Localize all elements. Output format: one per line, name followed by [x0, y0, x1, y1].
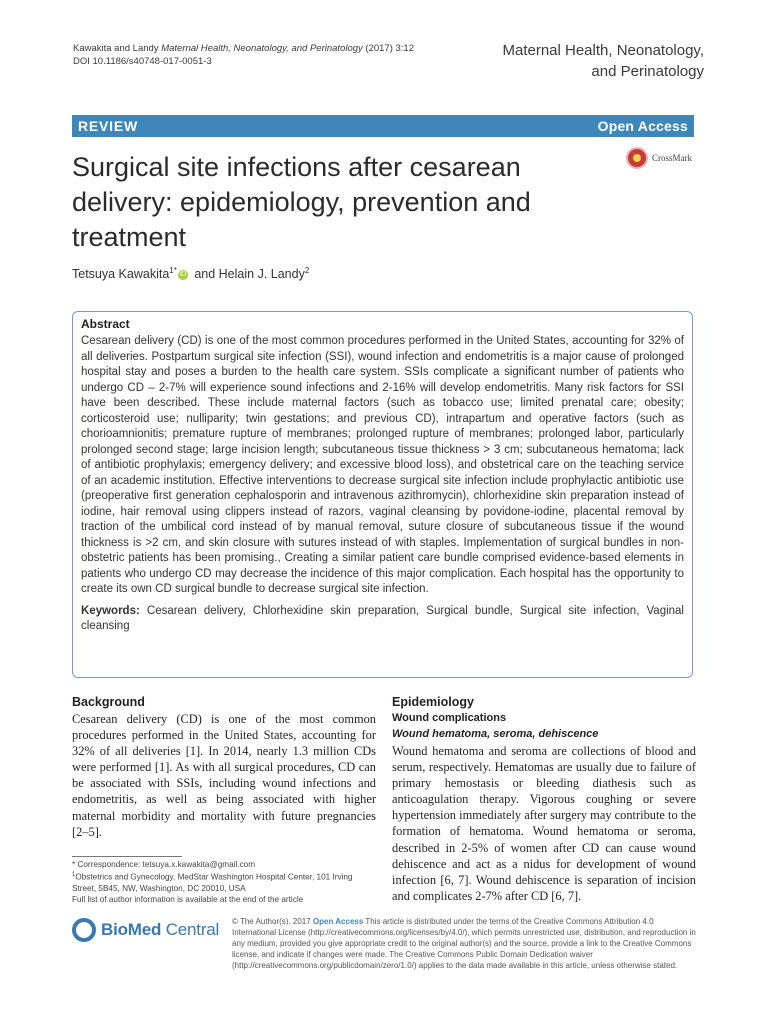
author-1-affiliation: 1* — [169, 266, 177, 275]
footnotes — [72, 859, 378, 905]
epidemiology-text: Wound hematoma and seroma are collections of blood and serum, respectively. Hematomas are usually due to failure of primary hemostasis or bleeding diathesis such as anticoagulation therapy. Vigorous coughing or severe hypertension immediately after surgery may contribute to the formation of hematoma. Wound hematoma or seroma, described in 2-5% of women after CD can cause wound dehiscence and act as a nidus for development of wound infection [6, 7]. Wound dehiscence is separation of incision and complicates 2-7% after CD [6, 7]. — [392, 744, 696, 903]
copyright: © The Author(s). 2017 — [232, 917, 313, 926]
biomed-central-icon — [72, 918, 96, 942]
journal-name-line1: Maternal Health, Neonatology, — [502, 42, 704, 59]
crossmark-icon — [626, 147, 648, 169]
article-type-label: REVIEW — [78, 118, 139, 134]
wound-complications-heading: Wound complications — [392, 712, 507, 724]
license-body: This article is distributed under the terms of the Creative Commons Attribution 4.0 International License (http://creativecommons.org/licenses/by/4.0/), which permits unrestricted use, distribution, and reproduction in any medium, provided you give appropriate credit to the original author(s) and the source, provide a link to the Creative Commons license, and indicate if changes were made. The Creative Commons Public Domain Dedication waiver (http://creativecommons.org/publicdomain/zero/1.0/) applies to the data made available in this article, unless otherwise stated. — [232, 917, 696, 970]
license-open-access: Open Access — [312, 917, 364, 926]
publisher-name-bold: BioMed — [101, 920, 162, 939]
open-access-label: Open Access — [597, 118, 688, 134]
keywords-label: Keywords: — [81, 604, 140, 617]
license-text — [232, 916, 696, 971]
left-column — [72, 694, 376, 840]
keywords-list: Cesarean delivery, Chlorhexidine skin preparation, Surgical bundle, Surgical site infection, Vaginal cleansing — [81, 604, 684, 632]
author-joiner: and — [190, 267, 219, 282]
background-heading: Background — [72, 695, 145, 709]
publisher-name-rest: Central — [161, 920, 220, 939]
citation-journal: Maternal Health, Neonatology, and Perinatology — [161, 43, 363, 54]
hematoma-heading: Wound hematoma, seroma, dehiscence — [392, 728, 599, 740]
citation-line — [73, 42, 414, 55]
keywords — [81, 604, 684, 635]
orcid-icon[interactable]: iD — [179, 270, 187, 278]
journal-name-line2: and Perinatology — [591, 63, 704, 80]
publisher-name — [101, 920, 219, 940]
abstract-box — [72, 311, 693, 678]
citation-volume: (2017) 3:12 — [365, 43, 414, 54]
abstract-text: Cesarean delivery (CD) is one of the most common procedures performed in the United States, accounting for 32% of all deliveries. Postpartum surgical site infection (SSI), wound infection and endometritis is a major cause of prolonged hospital stay and poses a burden to the health care system. SSIs complicate a significant number of patients who undergo CD – 2-7% will experience sound infections and 2-16% will develop endometritis. Many risk factors for SSI have been described. These include maternal factors (such as tobacco use; limited prenatal care; obesity; corticosteroid use; nulliparity; twin gestations; and previous CD), intrapartum and operative factors (such as chorioamnionitis; premature rupture of membranes; prolonged rupture of membranes; prolonged labor, particularly prolonged second stage; large incision length; subcutaneous tissue thickness > 3 cm; subcutaneous hematoma; lack of antibiotic prophylaxis; emergency delivery; and excessive blood loss), and obstetrical care on the teaching service of an academic institution. Effective interventions to decrease surgical site infection include prophylactic antibiotic use (preoperative first generation cephalosporin and intravenous azithromycin), chlorhexidine skin preparation instead of iodine, hair removal using clippers instead of razors, vaginal cleansing by povidone-iodine, placental removal by traction of the umbilical cord instead of by manual removal, suture closure of subcutaneous tissue if the wound thickness is >2 cm, and skin closure with sutures instead of with staples. Implementation of surgical bundles in non-obstetric patients has been promising., Creating a similar patient care bundle comprised evidence-based elements in patients who undergo CD may decrease the incidence of this major complication. Each hospital has the opportunity to create its own CD surgical bundle to decrease surgical site infection. — [81, 335, 684, 595]
correspondence[interactable]: * Correspondence: tetsuya.x.kawakita@gmail.com — [72, 860, 256, 869]
crossmark-badge[interactable] — [626, 147, 692, 169]
affiliation — [72, 870, 378, 894]
author-list — [72, 266, 309, 281]
author-1[interactable]: Tetsuya Kawakita — [72, 267, 170, 282]
journal-name — [404, 40, 704, 82]
background-text: Cesarean delivery (CD) is one of the most common procedures performed in the United States, accounting for 32% of all deliveries [1]. In 2014, nearly 1.3 million CDs were performed [1]. As with all surgical procedures, CD can be associated with SSIs, including wound infections and endometritis, as well as being associated with higher maternal morbidity and mortality with future pregnancies [2–5]. — [72, 712, 376, 839]
footnote-divider — [72, 856, 182, 857]
article-type-banner — [72, 115, 694, 137]
publisher-logo[interactable] — [72, 918, 219, 942]
author-2[interactable]: Helain J. Landy — [218, 267, 305, 282]
right-column — [392, 694, 696, 904]
affiliation-text: Obstetrics and Gynecology, MedStar Washington Hospital Center, 101 Irving Street, 5B45, NW, Washington, DC 20010, USA — [72, 872, 353, 893]
citation-authors: Kawakita and Landy — [73, 43, 159, 54]
epidemiology-heading: Epidemiology — [392, 695, 474, 709]
citation-header — [73, 42, 414, 68]
author-2-affiliation: 2 — [304, 266, 310, 275]
author-info-note: Full list of author information is available at the end of the article — [72, 894, 304, 904]
crossmark-label: CrossMark — [652, 153, 692, 163]
abstract-heading: Abstract — [81, 317, 130, 331]
article-title: Surgical site infections after cesarean delivery: epidemiology, prevention and treatment — [72, 152, 531, 252]
affiliation-number: 1 — [72, 872, 76, 878]
doi[interactable]: DOI 10.1186/s40748-017-0051-3 — [73, 56, 212, 67]
